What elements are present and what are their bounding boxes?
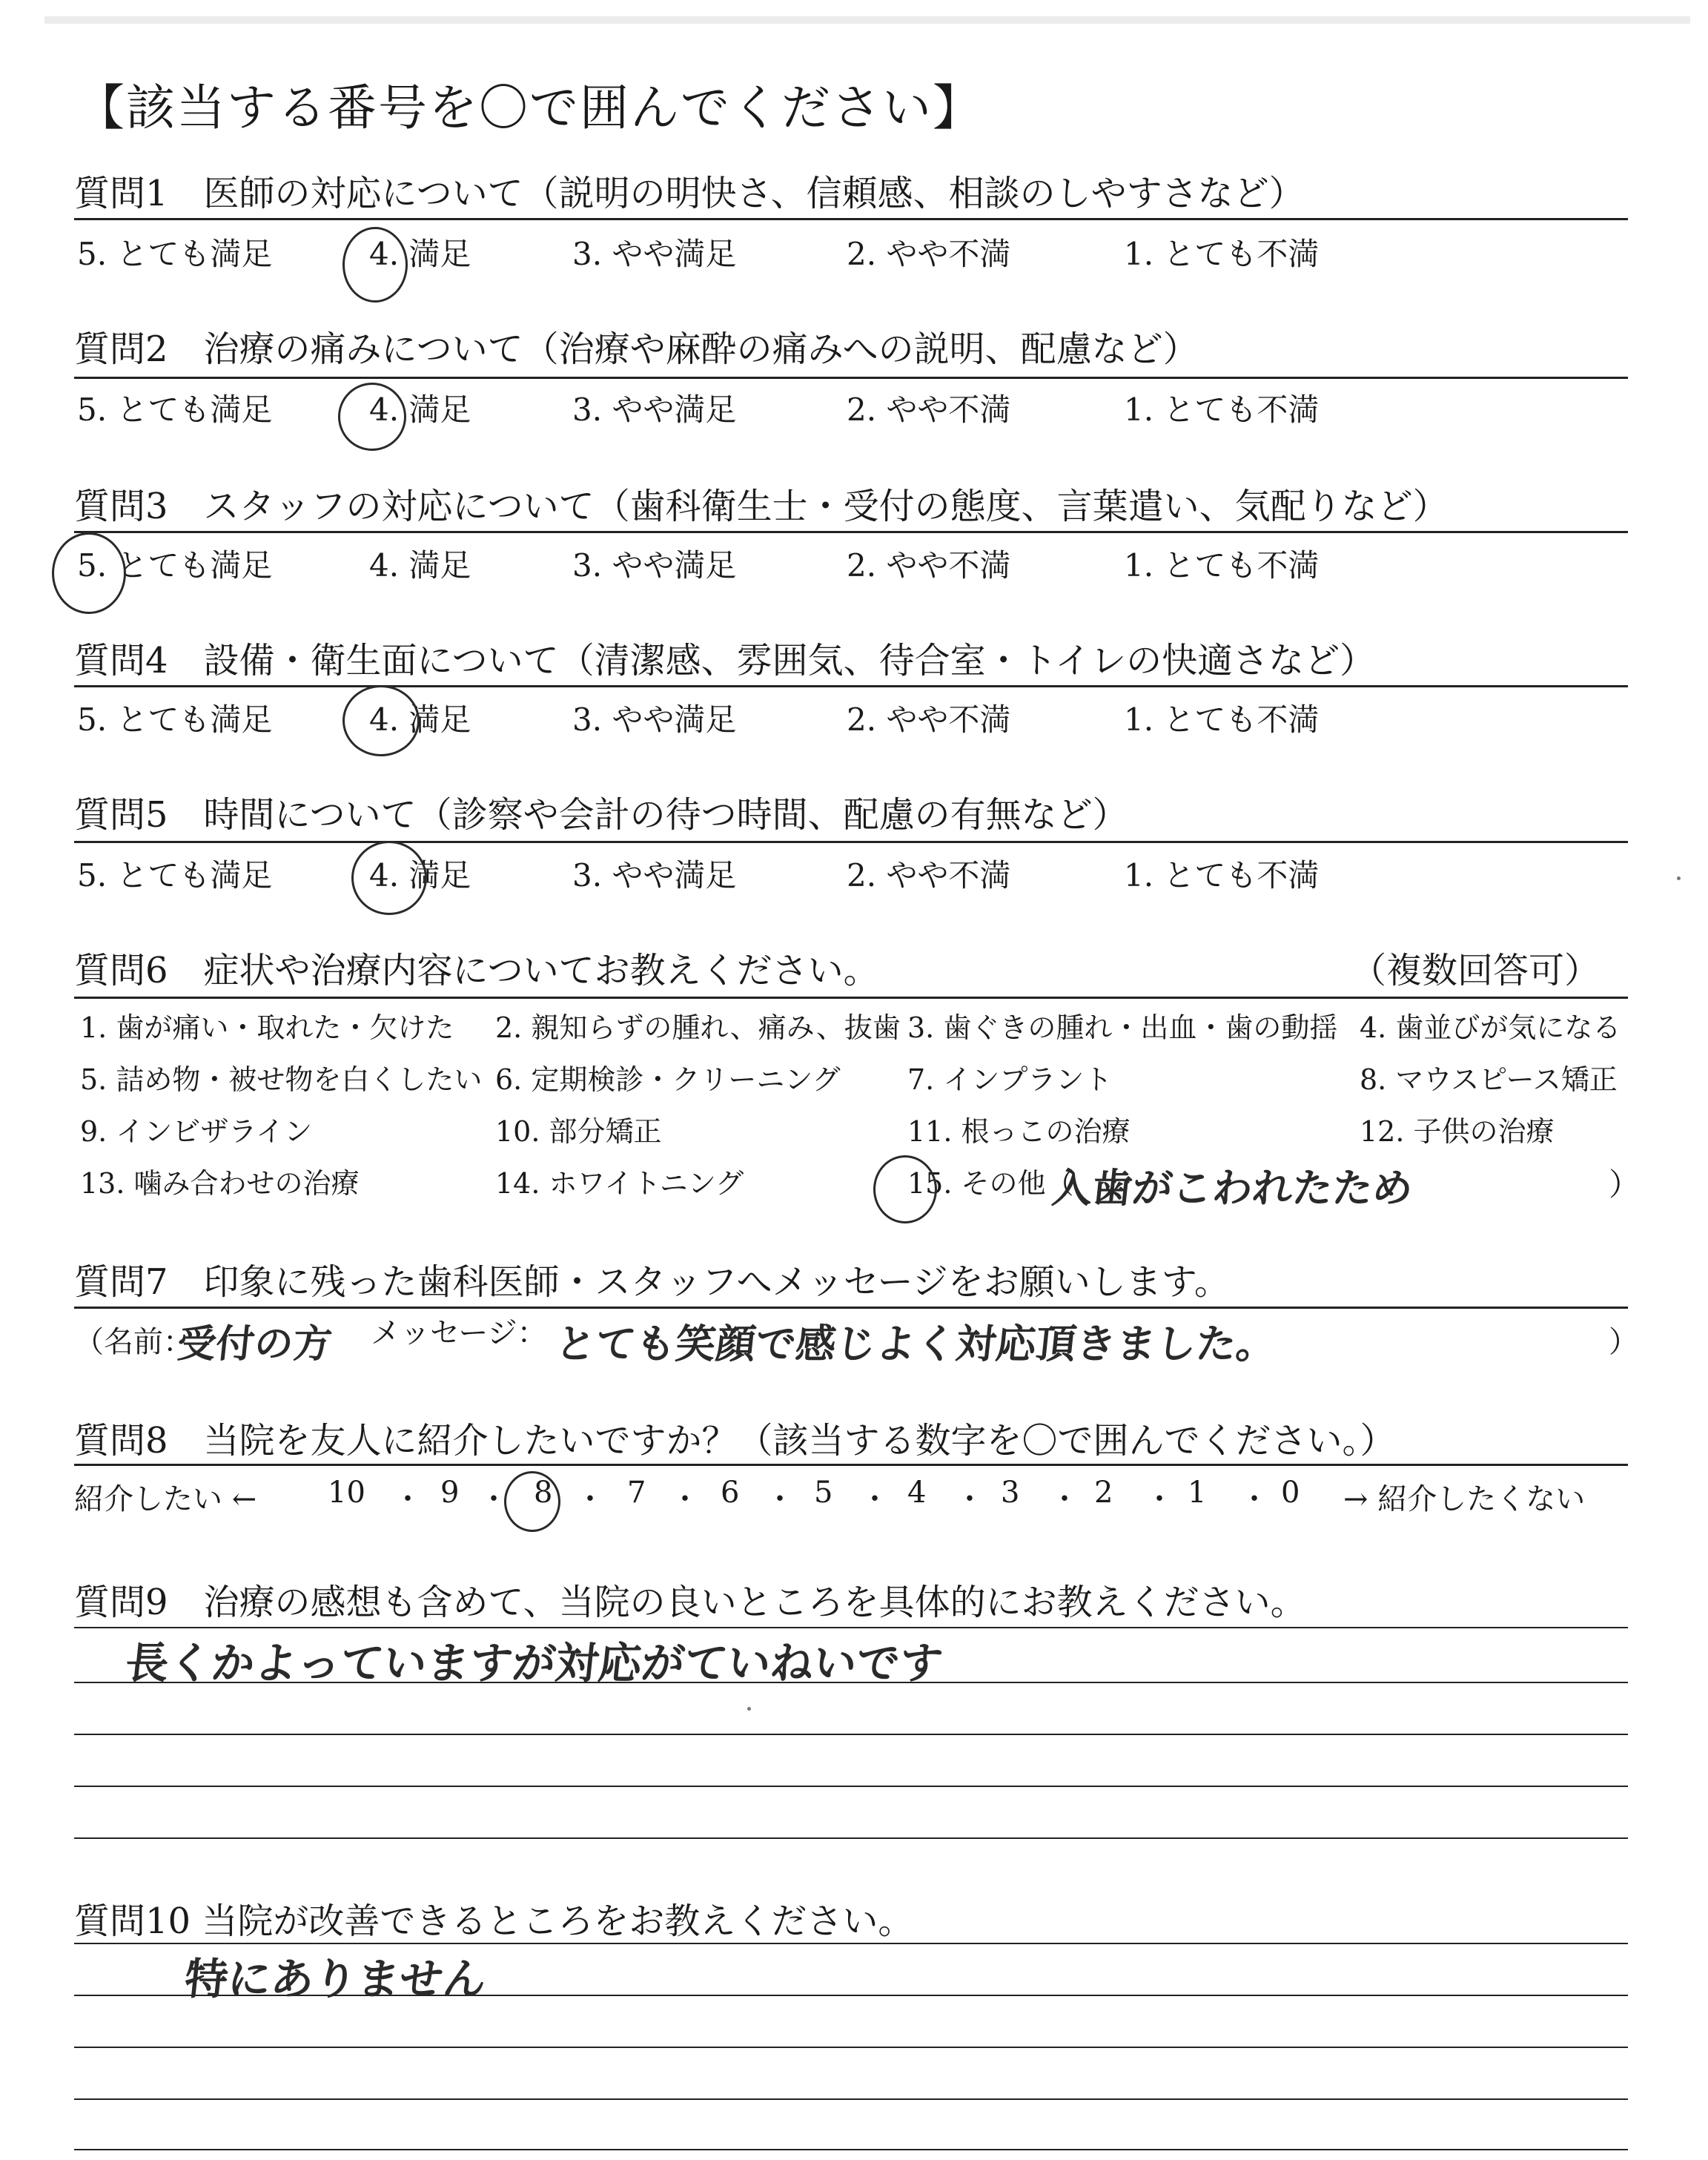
q1-option-5[interactable]: 5. とても満足: [77, 236, 273, 272]
q4-option-2[interactable]: 2. やや不満: [847, 701, 1011, 738]
question-6-title: 質問6 症状や治療内容についてお教えください。: [74, 950, 879, 991]
question-5-options: [77, 851, 1486, 896]
q8-right-label: → 紹介したくない: [1343, 1482, 1586, 1516]
q3-option-1[interactable]: 1. とても不満: [1124, 547, 1320, 584]
question-7-rule: [74, 1307, 1628, 1309]
form-header: 【該当する番号を〇で囲んでください】: [76, 79, 983, 136]
q8-value-4[interactable]: 4: [907, 1476, 927, 1510]
q10-answer-line: [74, 2149, 1628, 2150]
q5-option-5[interactable]: 5. とても満足: [77, 857, 273, 894]
q8-left-label: 紹介したい ←: [74, 1482, 257, 1516]
q5-option-2[interactable]: 2. やや不満: [847, 857, 1011, 894]
q2-option-2[interactable]: 2. やや不満: [847, 392, 1011, 428]
q4-selection-circle: [342, 685, 420, 756]
question-10-title: 質問10 当院が改善できるところをお教えください。: [74, 1900, 914, 1942]
q8-value-6[interactable]: 6: [721, 1476, 740, 1510]
q7-paren-close: ）: [1609, 1325, 1638, 1359]
q2-option-1[interactable]: 1. とても不満: [1124, 392, 1320, 428]
question-8-rule: [74, 1464, 1628, 1466]
q8-dot: ・: [1050, 1482, 1079, 1516]
q3-option-3[interactable]: 3. やや満足: [572, 547, 737, 584]
q6-option-6[interactable]: 6. 定期検診・クリーニング: [495, 1063, 841, 1096]
q8-dot: ・: [670, 1482, 700, 1516]
question-6-rule: [74, 997, 1628, 999]
q6-option-5[interactable]: 5. 詰め物・被せ物を白くしたい: [80, 1063, 483, 1096]
q6-option-4[interactable]: 4. 歯並びが気になる: [1360, 1011, 1621, 1044]
q6-option-7[interactable]: 7. インプラント: [907, 1063, 1113, 1096]
q8-selection-circle: [504, 1471, 560, 1532]
q5-option-4[interactable]: 4. 満足: [369, 857, 471, 894]
question-6-note: （複数回答可）: [1350, 950, 1600, 991]
question-4-title: 質問4 設備・衛生面について（清潔感、雰囲気、待合室・トイレの快適さなど）: [74, 640, 1376, 681]
q2-option-4[interactable]: 4. 満足: [369, 392, 471, 428]
q4-option-3[interactable]: 3. やや満足: [572, 701, 737, 738]
q3-selection-circle: [52, 532, 126, 614]
q5-option-1[interactable]: 1. とても不満: [1124, 857, 1320, 894]
scan-speck: [747, 1707, 751, 1711]
scan-edge: [44, 16, 1690, 24]
q3-option-5[interactable]: 5. とても満足: [77, 547, 273, 584]
q3-option-2[interactable]: 2. やや不満: [847, 547, 1011, 584]
question-3-options: [77, 541, 1486, 586]
question-1-title: 質問1 医師の対応について（説明の明快さ、信頼感、相談のしやすさなど）: [74, 173, 1305, 214]
q4-option-1[interactable]: 1. とても不満: [1124, 701, 1320, 738]
question-5-rule: [74, 841, 1628, 843]
q7-name-label: （名前：: [74, 1325, 193, 1359]
q8-dot: ・: [955, 1482, 984, 1516]
q10-answer-line: [74, 2047, 1628, 2048]
q6-option-3[interactable]: 3. 歯ぐきの腫れ・出血・歯の動揺: [907, 1011, 1338, 1044]
q8-value-3[interactable]: 3: [1001, 1476, 1020, 1510]
q6-option-13[interactable]: 13. 噛み合わせの治療: [80, 1167, 360, 1200]
q6-selection-circle: [873, 1155, 937, 1223]
question-4-rule: [74, 685, 1628, 687]
q1-option-1[interactable]: 1. とても不満: [1124, 236, 1320, 272]
q1-selection-circle: [342, 227, 408, 303]
q1-option-2[interactable]: 2. やや不満: [847, 236, 1011, 272]
q10-handwritten-answer[interactable]: 特にありません: [182, 1954, 489, 2004]
scan-speck: [1677, 876, 1681, 880]
q8-value-1[interactable]: 1: [1188, 1476, 1207, 1510]
q9-answer-line: [74, 1734, 1628, 1735]
q6-option-2[interactable]: 2. 親知らずの腫れ、痛み、抜歯: [495, 1011, 901, 1044]
question-8-scale: [74, 1476, 1628, 1520]
q8-value-7[interactable]: 7: [627, 1476, 646, 1510]
q7-name-handwritten[interactable]: 受付の方: [175, 1322, 334, 1367]
q8-value-9[interactable]: 9: [440, 1476, 460, 1510]
q6-option-11[interactable]: 11. 根っこの治療: [907, 1115, 1131, 1148]
q6-other-handwritten: 入歯がこわれたため: [1050, 1165, 1415, 1212]
q5-selection-circle: [351, 841, 427, 915]
q8-value-2[interactable]: 2: [1094, 1476, 1113, 1510]
q8-dot: ・: [860, 1482, 890, 1516]
q1-option-3[interactable]: 3. やや満足: [572, 236, 737, 272]
question-2-rule: [74, 377, 1628, 379]
q6-option-8[interactable]: 8. マウスピース矯正: [1360, 1063, 1618, 1096]
question-7-title: 質問7 印象に残った歯科医師・スタッフへメッセージをお願いします。: [74, 1261, 1230, 1303]
q9-answer-line: [74, 1786, 1628, 1787]
q4-option-5[interactable]: 5. とても満足: [77, 701, 273, 738]
q8-dot: ・: [575, 1482, 605, 1516]
q8-dot: ・: [393, 1482, 423, 1516]
q5-option-3[interactable]: 3. やや満足: [572, 857, 737, 894]
q2-option-3[interactable]: 3. やや満足: [572, 392, 737, 428]
question-3-title: 質問3 スタッフの対応について（歯科衛生士・受付の態度、言葉遣い、気配りなど）: [74, 486, 1449, 527]
question-2-title: 質問2 治療の痛みについて（治療や麻酔の痛みへの説明、配慮など）: [74, 328, 1199, 370]
question-1-options: [77, 230, 1486, 274]
q6-option-10[interactable]: 10. 部分矯正: [495, 1115, 662, 1148]
q2-selection-circle: [338, 383, 406, 451]
question-7-message-row: [74, 1312, 1638, 1367]
q8-dot: ・: [1239, 1482, 1269, 1516]
q6-option-9[interactable]: 9. インビザライン: [80, 1115, 313, 1148]
q6-option-12[interactable]: 12. 子供の治療: [1360, 1115, 1555, 1148]
question-5-title: 質問5 時間について（診察や会計の待つ時間、配慮の有無など）: [74, 794, 1128, 836]
q7-message-handwritten[interactable]: とても笑顔で感じよく対応頂きました。: [553, 1321, 1279, 1367]
q7-message-label: メッセージ：: [371, 1316, 547, 1350]
q8-dot: ・: [479, 1482, 509, 1516]
q8-value-10[interactable]: 10: [328, 1476, 365, 1510]
q6-other-paren-close: ）: [1609, 1166, 1641, 1203]
q8-value-0[interactable]: 0: [1281, 1476, 1300, 1510]
q8-value-5[interactable]: 5: [814, 1476, 833, 1510]
question-3-rule: [74, 531, 1628, 533]
q4-option-4[interactable]: 4. 満足: [369, 701, 471, 738]
q2-option-5[interactable]: 5. とても満足: [77, 392, 273, 428]
question-2-options: [77, 386, 1486, 430]
question-4-options: [77, 696, 1486, 740]
question-1-rule: [74, 218, 1628, 220]
q8-dot: ・: [765, 1482, 795, 1516]
q6-option-15[interactable]: 15. その他（: [907, 1167, 1074, 1200]
question-9-title: 質問9 治療の感想も含めて、当院の良いところを具体的にお教えください。: [74, 1582, 1306, 1623]
q8-value-8[interactable]: 8: [534, 1476, 553, 1510]
q9-answer-line: [74, 1837, 1628, 1839]
q3-option-4[interactable]: 4. 満足: [369, 547, 471, 584]
q10-answer-line: [74, 2098, 1628, 2100]
q6-option-14[interactable]: 14. ホワイトニング: [495, 1167, 744, 1200]
q6-option-1[interactable]: 1. 歯が痛い・取れた・欠けた: [80, 1011, 454, 1044]
q1-option-4[interactable]: 4. 満足: [369, 236, 471, 272]
question-8-title: 質問8 当院を友人に紹介したいですか？（該当する数字を〇で囲んでください。）: [74, 1420, 1396, 1462]
q8-dot: ・: [1145, 1482, 1174, 1516]
q9-handwritten-answer[interactable]: 長くかよっていますが対応がていねいです: [122, 1638, 946, 1688]
